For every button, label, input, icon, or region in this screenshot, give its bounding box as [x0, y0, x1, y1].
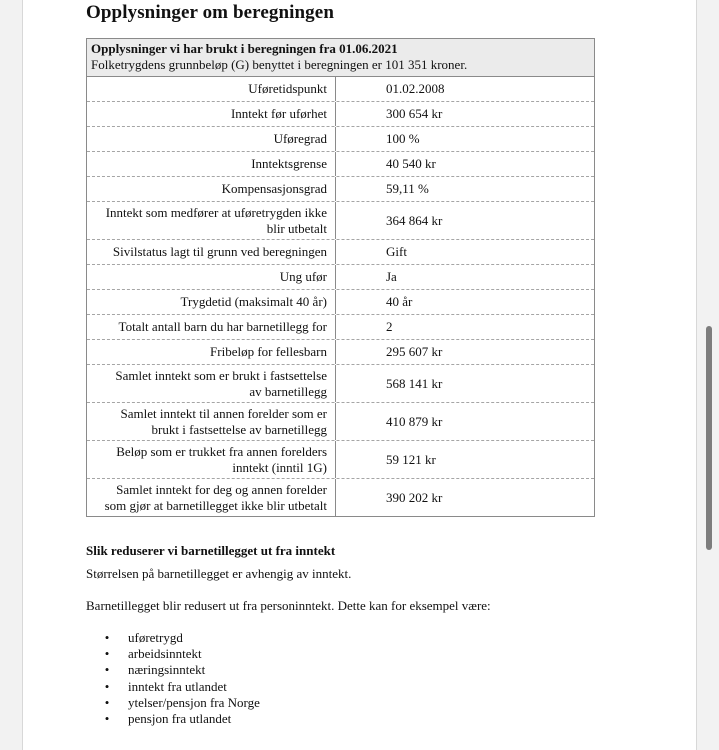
table-row [87, 440, 594, 478]
row-label [87, 152, 336, 176]
table-row [87, 201, 594, 239]
row-label-text: Ung ufør [279, 269, 327, 284]
row-label-text: Trygdetid (maksimalt 40 år) [180, 294, 327, 309]
list-item [86, 711, 260, 727]
row-label [87, 240, 336, 264]
scrollbar-thumb[interactable] [706, 326, 712, 550]
row-value: 300 654 kr [386, 106, 443, 121]
list-item [86, 630, 260, 646]
row-label-text: Inntekt før uførhet [230, 106, 327, 121]
list-item-text: ytelser/pensjon fra Norge [128, 694, 260, 710]
row-value: 568 141 kr [386, 375, 443, 391]
row-label-text: Sivilstatus lagt til grunn ved beregningen [112, 244, 327, 259]
row-label [87, 315, 336, 339]
bullet-icon: • [104, 662, 110, 678]
row-label [87, 340, 336, 364]
row-label-text: Uføretidspunkt [248, 81, 327, 96]
table-row [87, 176, 594, 201]
row-label [87, 102, 336, 126]
row-label [87, 77, 336, 101]
table-row [87, 151, 594, 176]
list-item-text: uføretrygd [128, 630, 183, 645]
row-label [87, 265, 336, 289]
row-label-text: Kompensasjonsgrad [221, 181, 327, 196]
bullet-icon: • [104, 646, 110, 662]
row-label-text: Fribeløp for fellesbarn [210, 344, 327, 359]
table-row [87, 402, 594, 440]
row-label [87, 177, 336, 201]
list-item [86, 646, 260, 662]
row-label [87, 479, 336, 516]
table-header-title: Opplysninger vi har brukt i beregningen fra 01.06.2021 [91, 41, 398, 56]
list-item-text: inntekt fra utlandet [128, 678, 227, 694]
list-item-text: næringsinntekt [128, 662, 206, 678]
row-value: 01.02.2008 [386, 81, 445, 96]
section-title: Slik reduserer vi barnetillegget ut fra inntekt [86, 543, 336, 558]
row-label-text: Totalt antall barn du har barnetillegg for [118, 319, 327, 334]
row-value: 100 % [386, 131, 420, 146]
bullet-icon: • [104, 630, 110, 645]
table-header-subtitle: Folketrygdens grunnbeløp (G) benyttet i beregningen er 101 351 kroner. [91, 57, 468, 72]
table-row [87, 239, 594, 264]
row-value: Ja [386, 269, 397, 284]
list-item-text: pensjon fra utlandet [128, 710, 232, 726]
bullet-icon: • [104, 694, 110, 710]
table-row [87, 101, 594, 126]
row-value: Gift [386, 244, 407, 259]
row-value: 59,11 % [386, 181, 429, 196]
list-item [86, 662, 260, 678]
row-label-text: Samlet inntekt som er brukt i fastsettelse av barnetillegg [115, 367, 327, 399]
table-row [87, 264, 594, 289]
row-label-text: Samlet inntekt til annen forelder som er brukt i fastsettelse av barnetillegg [120, 405, 327, 437]
row-label [87, 365, 336, 402]
row-value: 2 [386, 319, 393, 334]
list-item-text: arbeidsinntekt [128, 646, 202, 662]
row-label-text: Uføregrad [273, 131, 327, 146]
row-label-text: Beløp som er trukket fra annen forelders inntekt (inntil 1G) [116, 443, 327, 475]
row-value: 410 879 kr [386, 413, 443, 429]
list-item [86, 695, 260, 711]
row-label [87, 441, 336, 478]
table-row [87, 289, 594, 314]
table-row [87, 364, 594, 402]
income-type-list [86, 630, 260, 727]
row-value: 40 år [386, 294, 413, 309]
row-value: 390 202 kr [386, 489, 443, 505]
document-page [23, 0, 696, 750]
row-label-text: Inntektsgrense [251, 156, 327, 171]
table-row [87, 478, 594, 516]
row-value: 295 607 kr [386, 344, 443, 359]
viewer-scrollbar-track[interactable] [696, 0, 719, 750]
row-label [87, 127, 336, 151]
table-row [87, 314, 594, 339]
table-row [87, 77, 594, 101]
table-header [87, 39, 594, 77]
section-paragraph-2: Barnetillegget blir redusert ut fra personinntekt. Dette kan for eksempel være: [86, 598, 491, 613]
row-label [87, 403, 336, 440]
calculation-info-table [86, 38, 595, 517]
row-label-text: Inntekt som medfører at uføretrygden ikke blir utbetalt [105, 204, 327, 236]
row-label [87, 290, 336, 314]
row-label-text: Samlet inntekt for deg og annen forelder som gjør at barnetillegget ikke blir utbetalt [104, 481, 327, 513]
bullet-icon: • [104, 678, 110, 694]
viewer-left-margin [0, 0, 23, 750]
row-value: 364 864 kr [386, 212, 443, 228]
table-row [87, 126, 594, 151]
row-label [87, 202, 336, 239]
section-paragraph-1: Størrelsen på barnetillegget er avhengig av inntekt. [86, 566, 352, 581]
table-body [87, 77, 594, 516]
page-title: Opplysninger om beregningen [86, 2, 334, 23]
row-value: 59 121 kr [386, 451, 436, 467]
bullet-icon: • [104, 710, 110, 726]
row-value: 40 540 kr [386, 156, 436, 171]
table-row [87, 339, 594, 364]
list-item [86, 679, 260, 695]
